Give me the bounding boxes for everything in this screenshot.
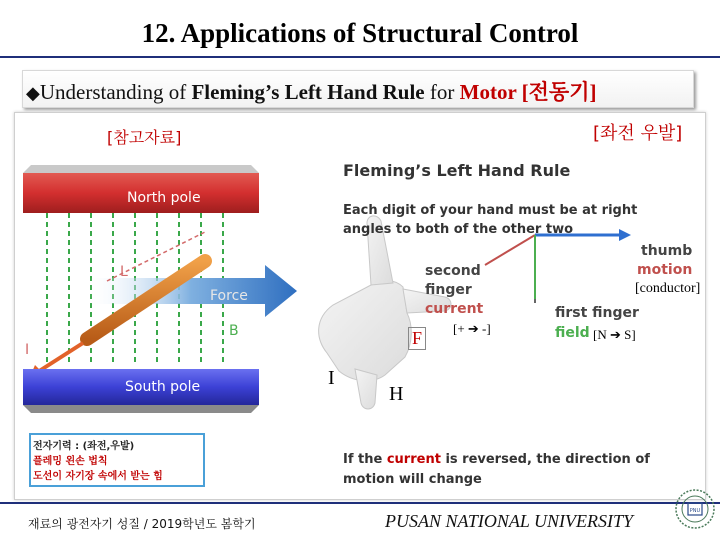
north-pole-label: North pole <box>127 190 201 206</box>
field-label: field <box>555 325 590 341</box>
length-label: L <box>120 264 128 280</box>
current-small-label: I <box>25 342 30 358</box>
subtitle-lead: Understanding of <box>39 80 192 104</box>
title-rule <box>0 56 720 58</box>
footer-rule <box>0 502 720 504</box>
second-label: second <box>425 263 481 279</box>
b-field-label: B <box>229 323 239 339</box>
reversal-post: is reversed, the direction of motion will change <box>343 452 650 487</box>
field-direction-note: [N ➔ S] <box>593 327 636 342</box>
svg-text:PNU: PNU <box>689 508 701 514</box>
diamond-bullet-icon: ◆ <box>26 83 40 103</box>
rule-heading: Fleming’s Left Hand Rule <box>343 161 571 180</box>
reference-label: [참고자료] <box>107 128 182 147</box>
course-footer: 재료의 광전자기 성질 / 2019학년도 봄학기 <box>28 517 256 531</box>
note-line-2: 플레밍 왼손 법칙 <box>33 456 108 467</box>
university-seal-icon <box>674 488 716 530</box>
conductor-note: [conductor] <box>635 281 701 296</box>
field-letter: H <box>389 383 404 405</box>
diagram-panel <box>14 112 706 500</box>
reversal-current: current <box>386 452 441 467</box>
university-footer: PUSAN NATIONAL UNIVERSITY <box>385 511 634 531</box>
motion-label: motion <box>637 262 693 278</box>
force-letter: F <box>408 327 426 350</box>
finger-label: finger <box>425 282 472 298</box>
thumb-label: thumb <box>641 243 693 259</box>
mnemonic-label: [좌전 우발] <box>593 123 683 144</box>
current-label: current <box>425 301 484 317</box>
current-direction-note: [+ ➔ -] <box>453 321 491 336</box>
note-line-3: 도선이 자기장 속에서 받는 힘 <box>33 471 163 482</box>
subtitle-korean: [전동기] <box>516 80 597 104</box>
subtitle <box>26 76 597 106</box>
subtitle-mid: for <box>424 80 460 104</box>
note-line-1: 전자기력 : (좌전,우발) <box>33 441 135 452</box>
north-pole-top <box>23 165 259 173</box>
subtitle-rule-name: Fleming’s Left Hand Rule <box>191 80 425 104</box>
rule-description: Each digit of your hand must be at right angles to both of the other two <box>343 203 638 237</box>
south-pole-bottom <box>23 405 259 413</box>
south-pole-label: South pole <box>125 379 201 395</box>
subtitle-motor: Motor <box>459 80 517 104</box>
current-letter: I <box>328 367 335 389</box>
reversal-note <box>343 450 673 490</box>
force-label: Force <box>210 288 248 304</box>
first-finger-label: first finger <box>555 305 639 321</box>
reversal-pre: If the <box>343 452 387 467</box>
second-finger-arrow-icon <box>485 235 535 265</box>
slide-title: 12. Applications of Structural Control <box>141 18 579 48</box>
